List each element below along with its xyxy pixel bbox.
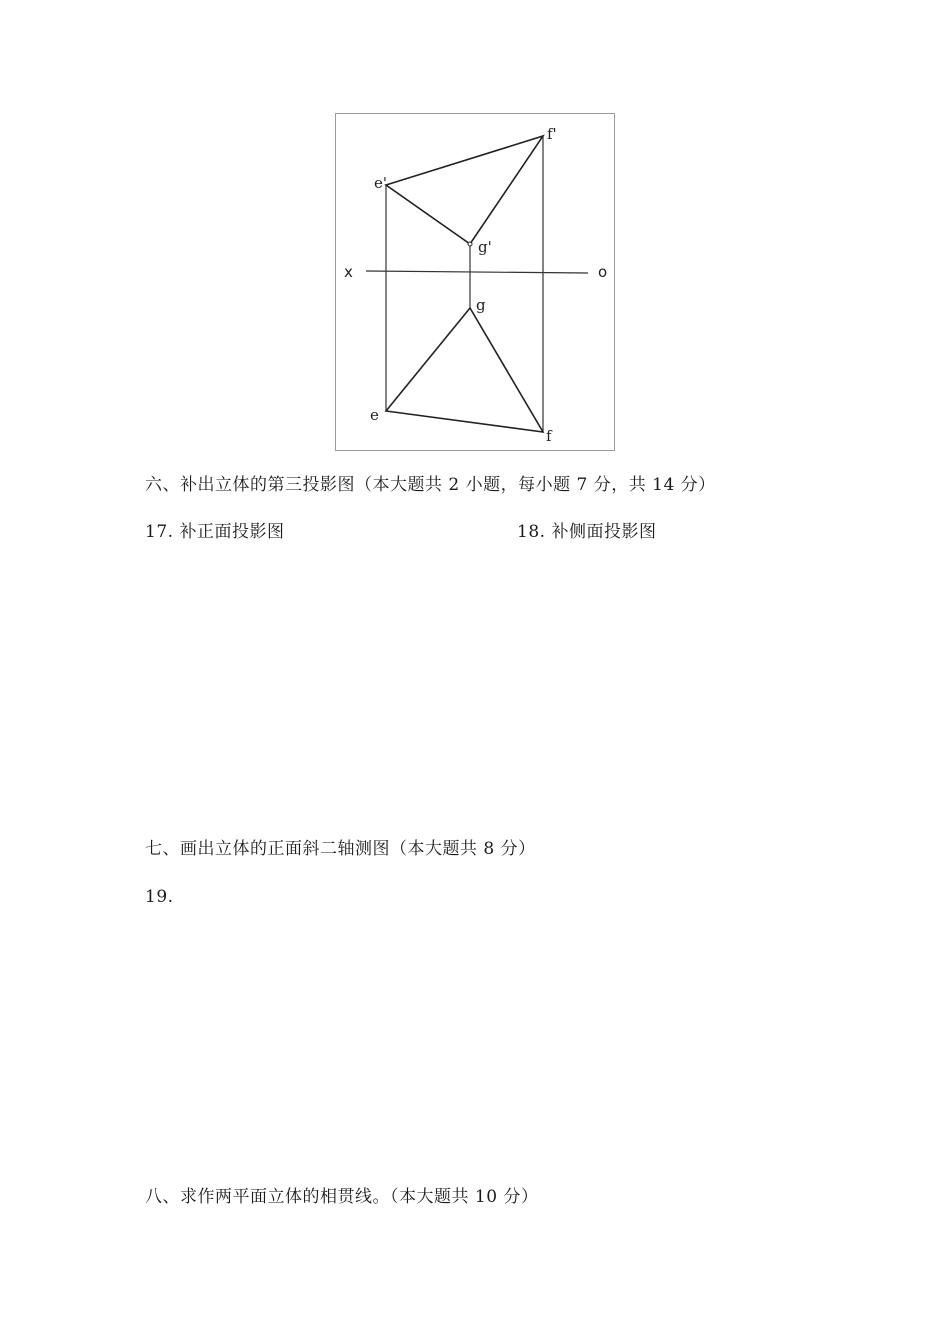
question-17: 17. 补正面投影图 — [145, 522, 285, 542]
label-e-prime: e' — [374, 174, 388, 192]
label-x: x — [344, 263, 353, 281]
question-18: 18. 补侧面投影图 — [517, 522, 657, 542]
label-f-prime: f' — [547, 125, 557, 143]
label-g: g — [476, 296, 486, 314]
question-19: 19. — [145, 887, 174, 907]
projection-figure — [335, 113, 615, 451]
top-view-triangle — [386, 308, 543, 432]
section7-heading: 七、画出立体的正面斜二轴测图（本大题共 8 分） — [145, 839, 536, 859]
projection-diagram — [336, 114, 616, 452]
label-e: e — [370, 406, 379, 424]
section8-heading: 八、求作两平面立体的相贯线。（本大题共 10 分） — [145, 1187, 539, 1207]
label-g-prime: g' — [478, 238, 492, 256]
section6-heading: 六、补出立体的第三投影图（本大题共 2 小题，每小题 7 分，共 14 分） — [145, 475, 716, 495]
label-o: o — [598, 263, 608, 281]
x-o-axis — [366, 271, 588, 273]
front-view-triangle — [386, 136, 543, 244]
point-g-prime — [468, 242, 472, 246]
label-f: f — [546, 427, 552, 445]
